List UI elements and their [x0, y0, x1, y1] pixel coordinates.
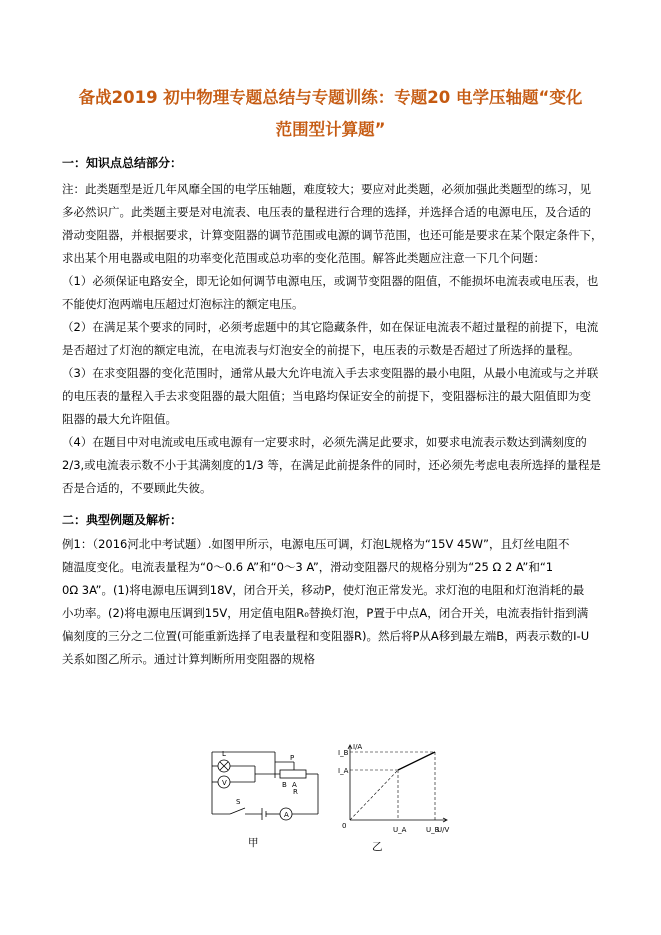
graph-caption: 乙	[372, 841, 383, 853]
paragraph-line: 滑动变阻器，并根据要求，计算变阻器的调节范围或电源的调节范围，也还可能是要求在某个限定条件下，	[62, 228, 603, 242]
circuit-labels	[222, 750, 298, 849]
paragraph-line: （4）在题目中对电流或电压或电源有一定要求时，必须先满足此要求，如要求电流表示数达到满刻度的	[62, 435, 587, 449]
graph-labels	[338, 743, 449, 853]
paragraph-line: （1）必须保证电路安全，即无论如何调节电源电压，或调节变阻器的阻值，不能损坏电流表或电压表，也	[62, 274, 599, 288]
ub-label: U_B	[426, 826, 440, 834]
example-line: 关系如图乙所示。通过计算判断所用变阻器的规格	[62, 652, 315, 666]
paragraph-line: 是否超过了灯泡的额定电流，在电流表与灯泡安全的前提下，电压表的示数是否超过了所选择的量程。	[62, 343, 580, 357]
paragraph-line: 多必然识广。此类题主要是对电流表、电压表的量程进行合理的选择，并选择合适的电源电压，及合适的	[62, 205, 591, 219]
paragraph-line: 注：此类题型是近几年风靡全国的电学压轴题，难度较大；要应对此类题，必须加强此类题型的练习，见	[62, 182, 591, 196]
circuit-diagram	[212, 752, 318, 820]
lamp-label: L	[222, 750, 226, 758]
iu-graph	[348, 745, 447, 822]
document-title-line2: 范围型计算题”	[275, 120, 386, 139]
paragraph-line: 否是合适的，不要顾此失彼。	[62, 481, 212, 495]
rheostat-label: R	[293, 788, 298, 796]
document-title-line1: 备战2019 初中物理专题总结与专题训练：专题20 电学压轴题“变化	[78, 88, 583, 107]
paragraph-line: 求出某个用电器或电阻的功率变化范围或总功率的变化范围。解答此类题应注意一下几个问题：	[62, 251, 545, 265]
x-axis-label: U/V	[437, 826, 450, 834]
figure-circuit-and-graph	[200, 742, 470, 854]
switch-label: S	[236, 798, 241, 806]
paragraph-line: 不能使灯泡两端电压超过灯泡标注的额定电压。	[62, 297, 304, 311]
paragraph-line: （3）在求变阻器的变化范围时，通常从最大允许电流入手去求变阻器的最小电阻，从最小电流或与之并联	[62, 366, 599, 380]
example-line: 小功率。(2)将电源电压调到15V，用定值电阻R₀替换灯泡，P置于中点A，闭合开关，电流表指针指到满	[62, 606, 589, 620]
slider-label: P	[290, 754, 295, 762]
section1-heading: 一：知识点总结部分：	[62, 156, 183, 170]
point-b-label: B	[282, 781, 287, 789]
section2-heading: 二：典型例题及解析：	[62, 513, 183, 527]
ia-label: I_A	[338, 767, 349, 775]
example-line: 偏刻度的三分之二位置(可能重新选择了电表量程和变阻器R)。然后将P从A移到最左端B，两表示数的I-U	[62, 629, 590, 643]
paragraph-line: 2/3,或电流表示数不小于其满刻度的1/3 等，在满足此前提条件的同时，还必须先考虑电表所选择的量程是	[62, 458, 601, 472]
paragraph-line: （2）在满足某个要求的同时，必须考虑题中的其它隐藏条件，如在保证电流表不超过量程的前提下，电流	[62, 320, 599, 334]
y-axis-label: I/A	[353, 743, 363, 751]
ib-label: I_B	[338, 749, 349, 757]
ammeter-symbol: A	[284, 811, 289, 819]
example-line: 例1：（2016河北中考试题）.如图甲所示，电源电压可调，灯泡L规格为“15V 45W”，且灯丝电阻不	[62, 537, 570, 551]
example-line: 随温度变化。电流表量程为“0～0.6 A”和“0～3 A”，滑动变阻器尺的规格分别为“25 Ω 2 A”和“1	[62, 560, 554, 574]
voltmeter-symbol: V	[222, 779, 227, 787]
origin-label: 0	[342, 822, 347, 830]
example-line: 0Ω 3A”。(1)将电源电压调到18V，闭合开关，移动P，使灯泡正常发光。求灯泡的电阻和灯泡消耗的最	[62, 583, 585, 597]
point-a-label: A	[292, 781, 297, 789]
paragraph-line: 阻器的最大允许阻值。	[62, 412, 177, 426]
circuit-caption: 甲	[248, 837, 259, 849]
paragraph-line: 的电压表的量程入手去求变阻器的最大阻值；当电路均保证安全的前提下，变阻器标注的最大阻值即为变	[62, 389, 591, 403]
ua-label: U_A	[393, 826, 407, 834]
